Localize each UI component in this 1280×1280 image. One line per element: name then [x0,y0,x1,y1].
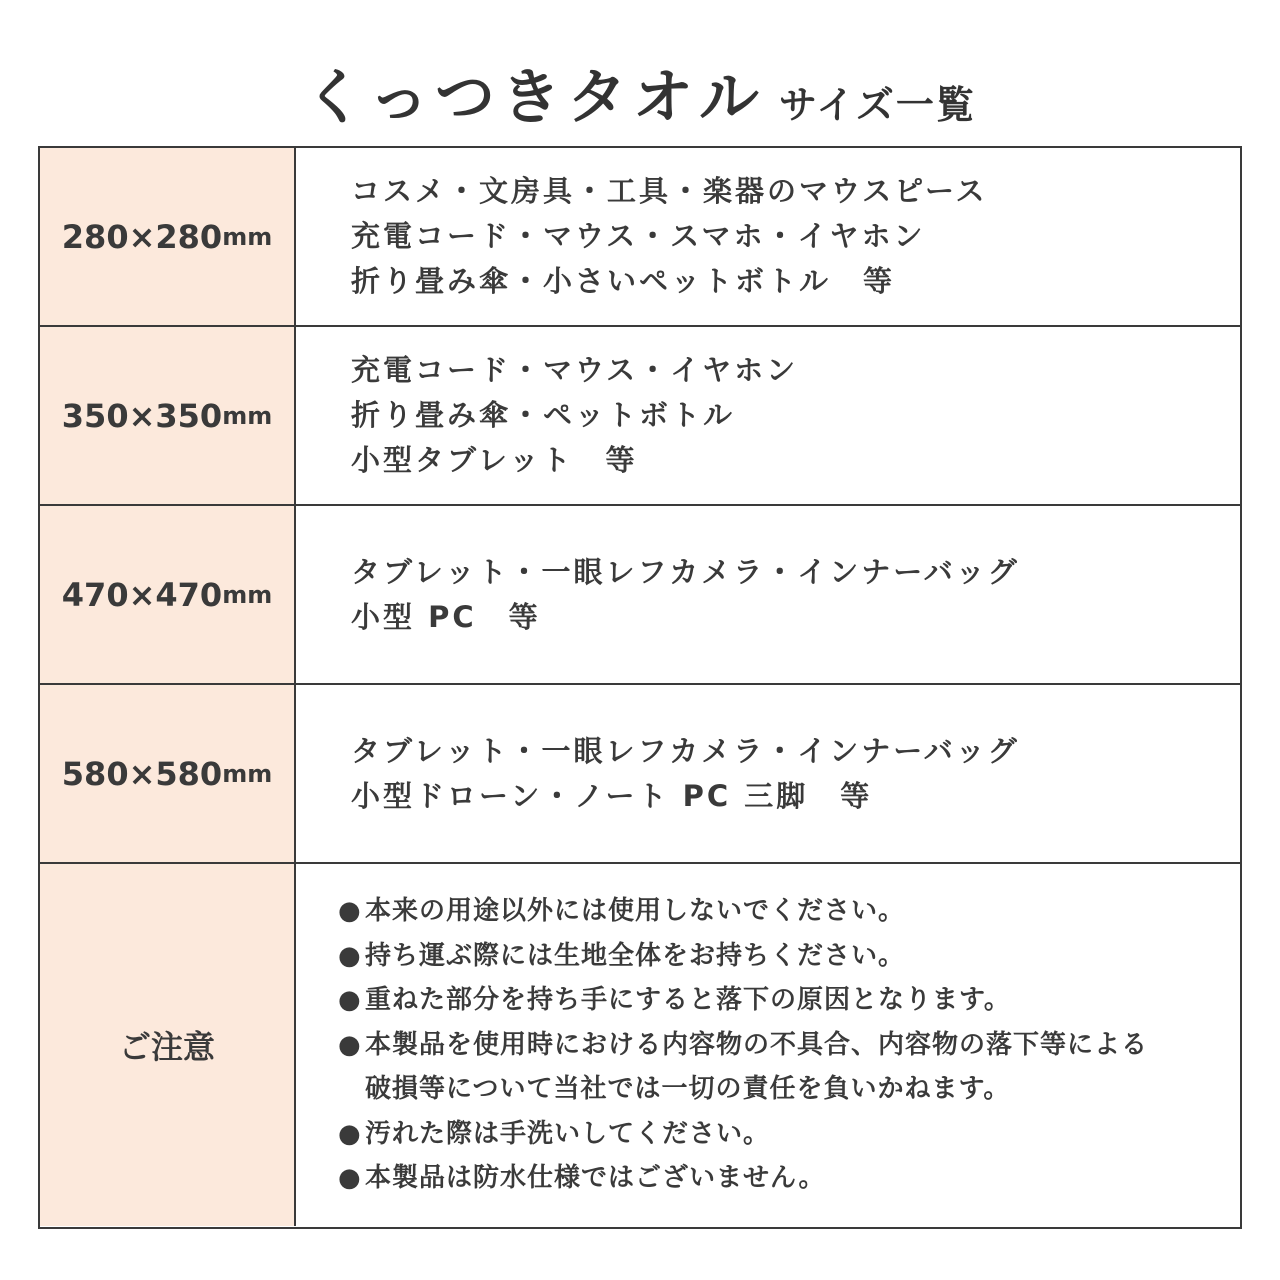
size-table [38,146,1242,1229]
notes-label-cell [40,864,296,1226]
note-text: 本製品を使用時における内容物の不具合、内容物の落下等による [365,1029,1149,1060]
usage-cell [296,148,1240,325]
note-text: 本来の用途以外には使用しないでください。 [365,896,906,927]
size-unit: mm [222,222,273,251]
table-row [40,327,1240,506]
table-row [40,506,1240,685]
size-value: 350×350 [61,396,223,435]
usage-line: タブレット・一眼レフカメラ・インナーバッグ [351,733,1020,768]
title-sub: サイズ一覧 [778,83,976,127]
bullet-icon: ● [338,1118,362,1149]
usage-line: 充電コード・マウス・イヤホン [351,353,799,387]
notes-label: ご注意 [118,1028,215,1066]
usage-cell [296,327,1240,504]
usage-cell [296,685,1240,862]
notes-row [40,864,1240,1226]
note-item [338,1156,1240,1201]
bullet-icon: ● [338,1163,362,1194]
note-item [338,934,1240,979]
size-label-cell [40,148,296,325]
usage-cell [296,506,1240,683]
usage-line: コスメ・文房具・工具・楽器のマウスピース [351,174,988,208]
size-value: 580×580 [61,754,223,793]
note-text: 重ねた部分を持ち手にすると落下の原因となります。 [365,985,1011,1016]
notes-cell [296,864,1240,1226]
size-label-cell [40,685,296,862]
note-item [338,1023,1240,1068]
bullet-icon: ● [338,1029,362,1060]
page-title [0,50,1280,136]
bullet-icon: ● [338,985,362,1016]
usage-line: タブレット・一眼レフカメラ・インナーバッグ [351,554,1020,589]
note-item [338,1112,1240,1157]
usage-line: 折り畳み傘・ペットボトル [351,398,736,432]
note-text: 持ち運ぶ際には生地全体をお持ちください。 [365,940,906,971]
note-item [338,889,1240,934]
note-text: 本製品は防水仕様ではございません。 [365,1163,826,1194]
table-row [40,148,1240,327]
size-label-cell [40,327,296,504]
size-unit: mm [222,401,273,430]
table-row [40,685,1240,864]
title-main: くっつきタオル [304,63,765,133]
usage-line: 充電コード・マウス・スマホ・イヤホン [351,219,926,253]
usage-line: 小型 PC 等 [351,599,541,634]
size-value: 280×280 [61,217,223,256]
size-value: 470×470 [61,575,223,614]
usage-line: 小型タブレット 等 [351,443,638,477]
size-unit: mm [222,580,273,609]
usage-line: 折り畳み傘・小さいペットボトル 等 [351,264,896,298]
note-item [338,978,1240,1023]
bullet-icon: ● [338,896,362,927]
size-label-cell [40,506,296,683]
usage-line: 小型ドローン・ノート PC 三脚 等 [351,778,873,813]
note-continuation: 破損等について当社では一切の責任を負いかねます。 [365,1074,1011,1105]
note-text: 汚れた際は手洗いしてください。 [365,1118,771,1149]
size-unit: mm [222,759,273,788]
bullet-icon: ● [338,940,362,971]
